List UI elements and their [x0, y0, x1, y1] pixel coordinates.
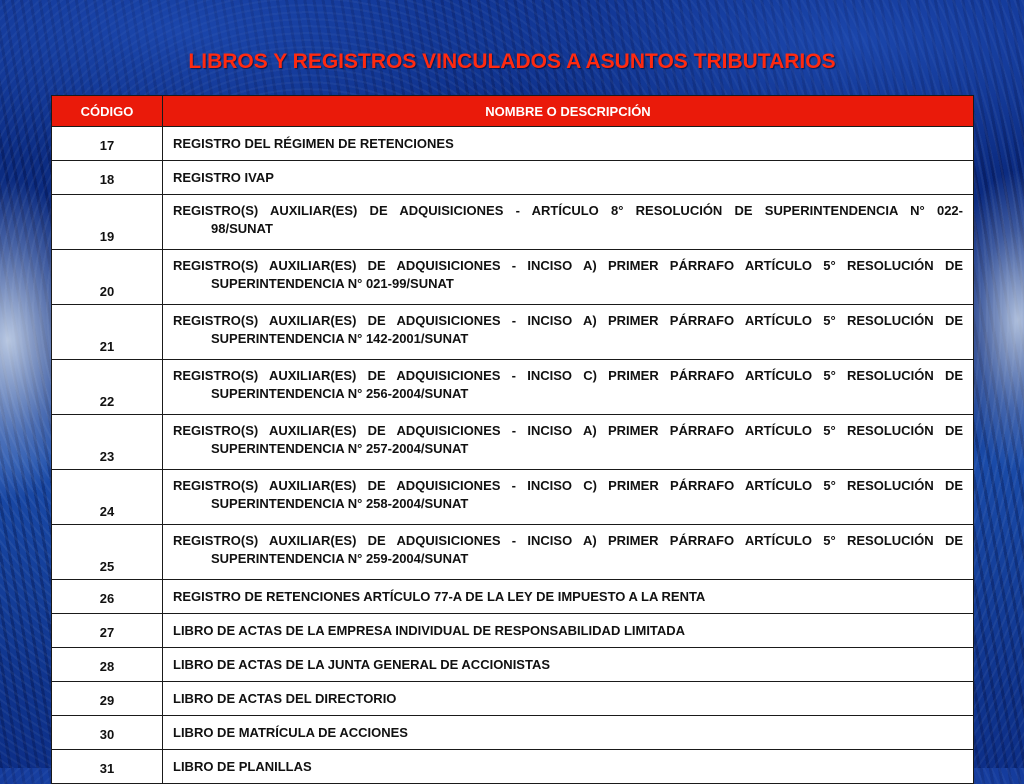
description-line-2: SUPERINTENDENCIA N° 257-2004/SUNAT: [211, 441, 469, 456]
row-description: [163, 525, 974, 580]
table-row: [52, 580, 974, 614]
row-description: [163, 161, 974, 195]
table-header-row: [52, 96, 974, 127]
description-line-2: SUPERINTENDENCIA N° 259-2004/SUNAT: [211, 551, 469, 566]
description-line-2: SUPERINTENDENCIA N° 142-2001/SUNAT: [211, 331, 469, 346]
row-description: [163, 415, 974, 470]
table-row: [52, 305, 974, 360]
description-line-1: LIBRO DE ACTAS DE LA EMPRESA INDIVIDUAL DE RESPONSABILIDAD LIMITADA: [173, 622, 686, 638]
row-description: [163, 195, 974, 250]
row-description: [163, 250, 974, 305]
header-description: NOMBRE O DESCRIPCIÓN: [163, 96, 974, 127]
description-line-1: LIBRO DE PLANILLAS: [173, 758, 312, 774]
description-line-2: SUPERINTENDENCIA N° 021-99/SUNAT: [211, 276, 454, 291]
row-description: [163, 750, 974, 784]
table-row: [52, 716, 974, 750]
table-row: [52, 250, 974, 305]
row-description: [163, 127, 974, 161]
row-description: [163, 614, 974, 648]
row-code: 30: [52, 716, 163, 750]
row-code: 29: [52, 682, 163, 716]
description-line-2: SUPERINTENDENCIA N° 258-2004/SUNAT: [211, 496, 469, 511]
row-description: [163, 580, 974, 614]
row-description: [163, 716, 974, 750]
row-code: 21: [52, 305, 163, 360]
row-code: 24: [52, 470, 163, 525]
description-line-1: REGISTRO DEL RÉGIMEN DE RETENCIONES: [173, 135, 454, 151]
table-row: [52, 470, 974, 525]
description-line-1: REGISTRO IVAP: [173, 169, 274, 185]
row-code: 20: [52, 250, 163, 305]
description-line-1: REGISTRO(S) AUXILIAR(ES) DE ADQUISICIONES - INCISO A) PRIMER PÁRRAFO ARTÍCULO 5° RESOLUCIÓN DE: [173, 313, 963, 328]
description-line-1: REGISTRO(S) AUXILIAR(ES) DE ADQUISICIONES - ARTÍCULO 8° RESOLUCIÓN DE SUPERINTENDENCIA N° 022-: [173, 203, 963, 218]
description-line-1: REGISTRO(S) AUXILIAR(ES) DE ADQUISICIONES - INCISO A) PRIMER PÁRRAFO ARTÍCULO 5° RESOLUCIÓN DE: [173, 533, 963, 548]
row-code: 17: [52, 127, 163, 161]
row-code: 31: [52, 750, 163, 784]
row-description: [163, 360, 974, 415]
row-code: 26: [52, 580, 163, 614]
description-line-1: REGISTRO DE RETENCIONES ARTÍCULO 77-A DE LA LEY DE IMPUESTO A LA RENTA: [173, 588, 706, 604]
description-line-2: SUPERINTENDENCIA N° 256-2004/SUNAT: [211, 386, 469, 401]
table-row: [52, 648, 974, 682]
description-line-1: REGISTRO(S) AUXILIAR(ES) DE ADQUISICIONES - INCISO C) PRIMER PÁRRAFO ARTÍCULO 5° RESOLUCIÓN DE: [173, 478, 963, 493]
row-code: 22: [52, 360, 163, 415]
table-row: [52, 750, 974, 784]
row-code: 28: [52, 648, 163, 682]
table-row: [52, 161, 974, 195]
table-row: [52, 682, 974, 716]
description-line-1: LIBRO DE ACTAS DEL DIRECTORIO: [173, 690, 397, 706]
table-row: [52, 525, 974, 580]
row-description: [163, 470, 974, 525]
table-row: [52, 614, 974, 648]
description-line-1: REGISTRO(S) AUXILIAR(ES) DE ADQUISICIONES - INCISO A) PRIMER PÁRRAFO ARTÍCULO 5° RESOLUCIÓN DE: [173, 423, 963, 438]
description-line-1: LIBRO DE ACTAS DE LA JUNTA GENERAL DE ACCIONISTAS: [173, 656, 551, 672]
table-row: [52, 195, 974, 250]
table-row: [52, 360, 974, 415]
table-row: [52, 415, 974, 470]
description-line-1: LIBRO DE MATRÍCULA DE ACCIONES: [173, 724, 408, 740]
description-line-1: REGISTRO(S) AUXILIAR(ES) DE ADQUISICIONES - INCISO A) PRIMER PÁRRAFO ARTÍCULO 5° RESOLUCIÓN DE: [173, 258, 963, 273]
row-description: [163, 305, 974, 360]
registers-table: [51, 95, 974, 784]
row-description: [163, 682, 974, 716]
page-title: LIBROS Y REGISTROS VINCULADOS A ASUNTOS TRIBUTARIOS: [188, 50, 836, 73]
row-code: 18: [52, 161, 163, 195]
row-code: 23: [52, 415, 163, 470]
row-code: 19: [52, 195, 163, 250]
description-line-2: 98/SUNAT: [211, 221, 273, 236]
row-description: [163, 648, 974, 682]
description-line-1: REGISTRO(S) AUXILIAR(ES) DE ADQUISICIONES - INCISO C) PRIMER PÁRRAFO ARTÍCULO 5° RESOLUCIÓN DE: [173, 368, 963, 383]
row-code: 25: [52, 525, 163, 580]
table-row: [52, 127, 974, 161]
header-code: CÓDIGO: [52, 96, 163, 127]
row-code: 27: [52, 614, 163, 648]
